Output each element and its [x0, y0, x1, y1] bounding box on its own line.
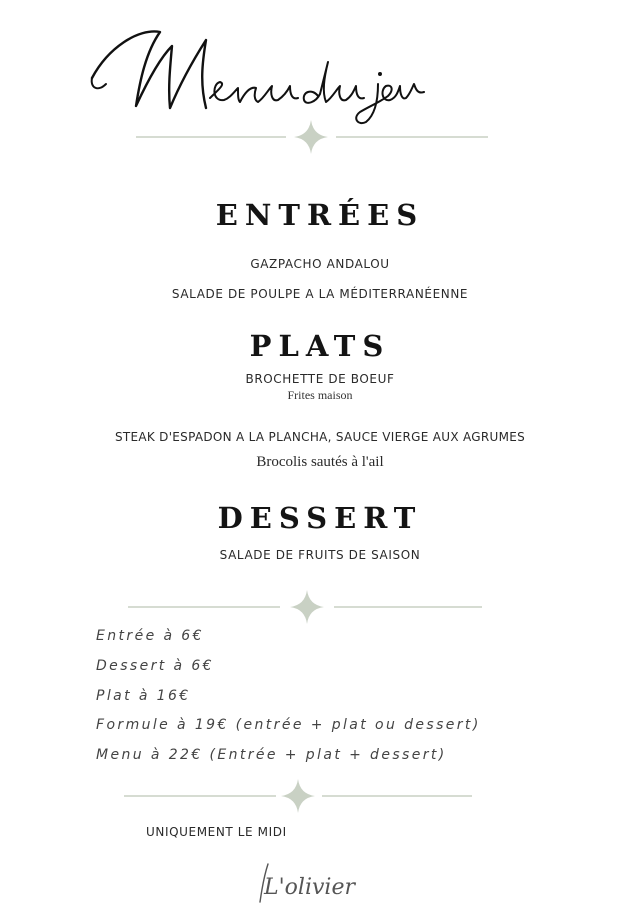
four-point-star-icon — [290, 590, 324, 624]
divider-middle — [0, 587, 640, 627]
menu-item-espadon: STEAK D'ESPADON A LA PLANCHA, SAUCE VIERGE AUX AGRUMES — [114, 430, 526, 444]
menu-item-brochette-side: Frites maison — [287, 388, 353, 402]
menu-title — [88, 18, 428, 128]
brand-logo — [250, 858, 360, 906]
price-dessert: Dessert à 6€ — [96, 658, 214, 674]
menu-item-fruits: SALADE DE FRUITS DE SAISON — [219, 548, 421, 562]
price-entree: Entrée à 6€ — [96, 628, 204, 644]
section-heading-plats: PLATS — [249, 329, 391, 363]
menu-item-salade-poulpe: SALADE DE POULPE A LA MÉDITERRANÉENNE — [171, 287, 469, 301]
price-plat: Plat à 16€ — [96, 688, 191, 704]
four-point-star-icon — [281, 779, 315, 813]
footer-note: UNIQUEMENT LE MIDI — [146, 825, 287, 839]
menu-item-gazpacho: GAZPACHO ANDALOU — [250, 257, 390, 271]
section-heading-entrees: ENTRÉES — [215, 198, 425, 232]
menu-item-espadon-side: Brocolis sautés à l'ail — [256, 454, 384, 470]
price-menu: Menu à 22€ (Entrée + plat + dessert) — [96, 747, 447, 763]
menu-item-brochette: BROCHETTE DE BOEUF — [245, 372, 395, 386]
divider-bottom — [0, 776, 640, 816]
brand-logo-text: L'olivier — [264, 875, 355, 900]
section-heading-dessert: DESSERT — [217, 501, 423, 535]
price-formule: Formule à 19€ (entrée + plat ou dessert) — [96, 717, 481, 733]
divider-top — [0, 117, 640, 157]
four-point-star-icon — [294, 120, 328, 154]
